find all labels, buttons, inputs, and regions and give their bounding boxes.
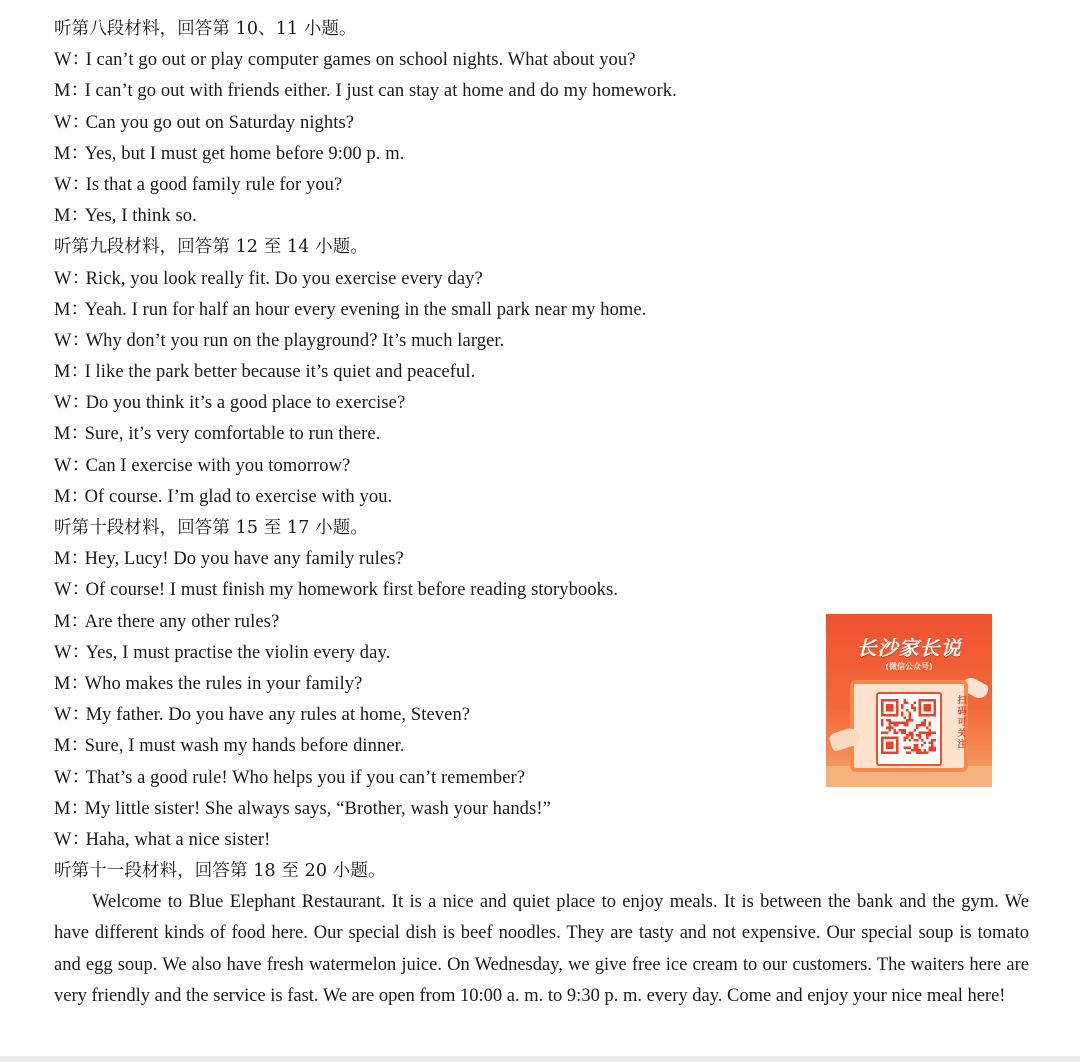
speaker-label: M <box>54 611 71 632</box>
dialog-line <box>54 794 1034 825</box>
wechat-promo-card[interactable] <box>826 614 992 787</box>
utterance-text: Rick, you look really fit. Do you exercise every day? <box>85 268 483 289</box>
utterance-text: Yes, I think so. <box>84 206 197 227</box>
speaker-colon: ： <box>70 549 90 570</box>
speaker-label: M <box>54 299 71 320</box>
utterance-text: Why don’t you run on the playground? It’s much larger. <box>85 330 505 351</box>
speaker-colon: ： <box>71 50 91 71</box>
speaker-label: M <box>54 143 71 164</box>
speaker-label: W <box>54 767 72 788</box>
dialog-line <box>54 825 1034 856</box>
speaker-label: W <box>54 50 72 71</box>
dialog-line <box>54 170 1034 201</box>
utterance-text: Sure, I must wash my hands before dinner. <box>84 736 405 757</box>
dialog-line <box>54 45 1034 76</box>
speaker-label: W <box>54 112 72 133</box>
promo-scan-hint: 扫 码 可 关 注 <box>957 696 967 750</box>
utterance-text: I can’t go out with friends either. I just can stay at home and do my homework. <box>84 81 677 102</box>
speaker-label: M <box>54 798 71 819</box>
speaker-label: W <box>54 174 72 195</box>
speaker-label: M <box>54 736 71 757</box>
section-heading: 听第十段材料，回答第 15 至 17 小题。 <box>54 518 368 538</box>
utterance-text: I can’t go out or play computer games on school nights. What about you? <box>85 50 636 71</box>
speaker-label: M <box>54 486 71 507</box>
promo-subtitle: (微信公众号) <box>885 662 933 671</box>
utterance-text: Yes, but I must get home before 9:00 p. m. <box>84 143 405 164</box>
dialog-line <box>54 264 1034 295</box>
speaker-colon: ： <box>71 455 91 476</box>
utterance-text: Do you think it’s a good place to exercise? <box>85 393 406 414</box>
speaker-label: W <box>54 330 72 351</box>
dialog-line <box>54 482 1034 513</box>
section-heading: 听第八段材料，回答第 10、11 小题。 <box>54 19 357 39</box>
speaker-label: M <box>54 549 71 570</box>
speaker-colon: ： <box>70 206 90 227</box>
speaker-colon: ： <box>70 143 90 164</box>
speaker-label: W <box>54 642 72 663</box>
dialog-line <box>54 76 1034 107</box>
utterance-text: That’s a good rule! Who helps you if you can’t remember? <box>85 767 526 788</box>
dialog-line <box>54 326 1034 357</box>
speaker-label: M <box>54 362 71 383</box>
speaker-label: M <box>54 81 71 102</box>
speaker-colon: ： <box>70 611 90 632</box>
dialog-line <box>54 388 1034 419</box>
speaker-colon: ： <box>71 174 91 195</box>
qr-code-icon[interactable] <box>876 692 942 766</box>
utterance-text: Is that a good family rule for you? <box>85 174 343 195</box>
transcript <box>54 14 1034 1012</box>
speaker-colon: ： <box>71 767 91 788</box>
speaker-colon: ： <box>70 299 90 320</box>
speaker-colon: ： <box>70 424 90 445</box>
dialog-line <box>54 201 1034 232</box>
dialog-line <box>54 357 1034 388</box>
speaker-label: W <box>54 705 72 726</box>
utterance-text: I like the park better because it’s quiet and peaceful. <box>84 362 476 383</box>
speaker-label: M <box>54 424 71 445</box>
speaker-colon: ： <box>70 486 90 507</box>
dialog-line <box>54 139 1034 170</box>
speaker-colon: ： <box>70 81 90 102</box>
restaurant-paragraph: Welcome to Blue Elephant Restaurant. It is a nice and quiet place to enjoy meals. It is between the bank and the gym. We have different kinds of food here. Our special dish is beef noodles. They are tasty and not expensive. Our special soup is tomato and egg soup. We also have fresh watermelon juice. On Wednesday, we give free ice cream to our customers. The waiters here are very friendly and the service is fast. We are open from 10:00 a. m. to 9:30 p. m. every day. Come and enjoy your nice meal here! <box>54 892 1029 1006</box>
speaker-colon: ： <box>71 393 91 414</box>
speaker-label: W <box>54 580 72 601</box>
speaker-colon: ： <box>71 580 91 601</box>
speaker-colon: ： <box>70 736 90 757</box>
speaker-colon: ： <box>71 330 91 351</box>
utterance-text: Of course. I’m glad to exercise with you. <box>84 486 393 507</box>
speaker-label: W <box>54 393 72 414</box>
utterance-text: Who makes the rules in your family? <box>84 673 363 694</box>
utterance-text: Can I exercise with you tomorrow? <box>85 455 351 476</box>
speaker-colon: ： <box>70 673 90 694</box>
speaker-label: W <box>54 268 72 289</box>
speaker-label: M <box>54 206 71 227</box>
speaker-colon: ： <box>71 642 91 663</box>
dialog-line <box>54 295 1034 326</box>
speaker-label: W <box>54 455 72 476</box>
dialog-line <box>54 108 1034 139</box>
speaker-colon: ： <box>71 705 91 726</box>
speaker-colon: ： <box>70 362 90 383</box>
utterance-text: Haha, what a nice sister! <box>85 829 271 850</box>
section-heading: 听第十一段材料，回答第 18 至 20 小题。 <box>54 861 386 882</box>
page-bottom-rule <box>0 1056 1080 1062</box>
speaker-label: W <box>54 829 72 850</box>
utterance-text: Of course! I must finish my homework first before reading storybooks. <box>85 580 619 601</box>
dialog-line <box>54 451 1034 482</box>
dialog-line <box>54 544 1034 575</box>
speaker-colon: ： <box>70 798 90 819</box>
promo-title: 长沙家长说 <box>856 636 962 660</box>
speaker-colon: ： <box>71 112 91 133</box>
utterance-text: Are there any other rules? <box>84 611 280 632</box>
utterance-text: My father. Do you have any rules at home, Steven? <box>85 705 471 726</box>
dialog-line <box>54 419 1034 450</box>
speaker-label: M <box>54 673 71 694</box>
speaker-colon: ： <box>71 829 91 850</box>
utterance-text: Hey, Lucy! Do you have any family rules? <box>84 549 404 570</box>
utterance-text: Can you go out on Saturday nights? <box>85 112 355 133</box>
dialog-line <box>54 575 1034 606</box>
utterance-text: Sure, it’s very comfortable to run there. <box>84 424 381 445</box>
utterance-text: Yeah. I run for half an hour every evening in the small park near my home. <box>84 299 647 320</box>
utterance-text: My little sister! She always says, “Brother, wash your hands!” <box>84 798 551 819</box>
utterance-text: Yes, I must practise the violin every day. <box>85 642 391 663</box>
speaker-colon: ： <box>71 268 91 289</box>
section-heading: 听第九段材料，回答第 12 至 14 小题。 <box>54 237 368 258</box>
